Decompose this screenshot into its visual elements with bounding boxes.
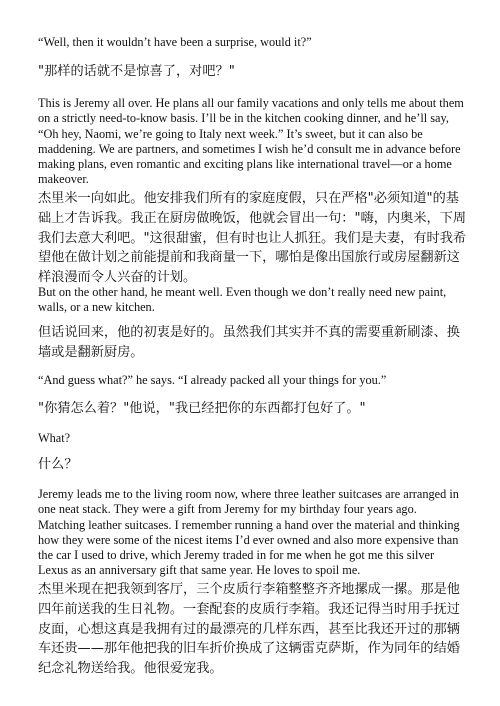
paragraph-en-4: “And guess what?” he says. “I already packed all your things for you.” — [38, 373, 387, 387]
paragraph-en-5: What? — [38, 431, 71, 445]
paragraph-zh-5: 什么？ — [38, 457, 78, 472]
paragraph-en-1: “Well, then it wouldn’t have been a surprise, would it?” — [38, 35, 312, 49]
paragraph-zh-1: "那样的话就不是惊喜了，对吧？" — [38, 64, 235, 79]
paragraph-zh-4: "你猜怎么着？"他说，"我已经把你的东西都打包好了。" — [38, 401, 366, 416]
paragraph-zh-2: 杰里米一向如此。他安排我们所有的家庭度假，只在严格"必须知道"的基础上才告诉我。我正在厨房做晚饭，他就会冒出一句："嗨，内奥米，下周我们去意大利吧。"这很甜蜜，但有时也让人抓狂。我们是夫妻，有时我希望他在做计划之前能提前和我商量一下，哪怕是像出国旅行或房屋翻新这样浪漫而令人兴奋的计划。 — [38, 191, 467, 286]
paragraph-en-6: Jeremy leads me to the living room now, where three leather suitcases are arranged in one neat stack. They were a gift from Jeremy for my birthday four years ago. Matching leather suitcases. I remember running a hand over the material and thinking how they were some of the nicest items I’d ever owned and also more expensive than the car I used to drive, which Jeremy traded in for me when he got me this silver Lexus as an anniversary gift that same year. He loves to spoil me. — [38, 487, 460, 578]
paragraph-en-2: This is Jeremy all over. He plans all our family vacations and only tells me about them on a strictly need-to-know basis. I’ll be in the kitchen cooking dinner, and he’ll say, “Oh hey, Naomi, we’re going to Italy next week.” It’s sweet, but it can also be maddening. We are partners, and sometimes I wish he’d consult me in advance before making plans, even romantic and exciting plans like international travel—or a home makeover. — [38, 96, 464, 187]
paragraph-zh-3: 但话说回来，他的初衷是好的。虽然我们其实并不真的需要重新刷漆、换墙或是翻新厨房。 — [38, 325, 460, 360]
paragraph-en-3: But on the other hand, he meant well. Even though we don’t really need new paint, walls, or a new kitchen. — [38, 285, 447, 315]
paragraph-zh-6: 杰里米现在把我领到客厅，三个皮质行李箱整整齐齐地摞成一摞。那是他四年前送我的生日礼物。一套配套的皮质行李箱。我还记得当时用手抚过皮面，心想这真是我拥有过的最漂亮的几样东西，甚至比我还开过的那辆车还贵——那年他把我的旧车折价换成了这辆雷克萨斯，作为同年的结婚纪念礼物送给我。他很爱宠我。 — [38, 582, 460, 677]
